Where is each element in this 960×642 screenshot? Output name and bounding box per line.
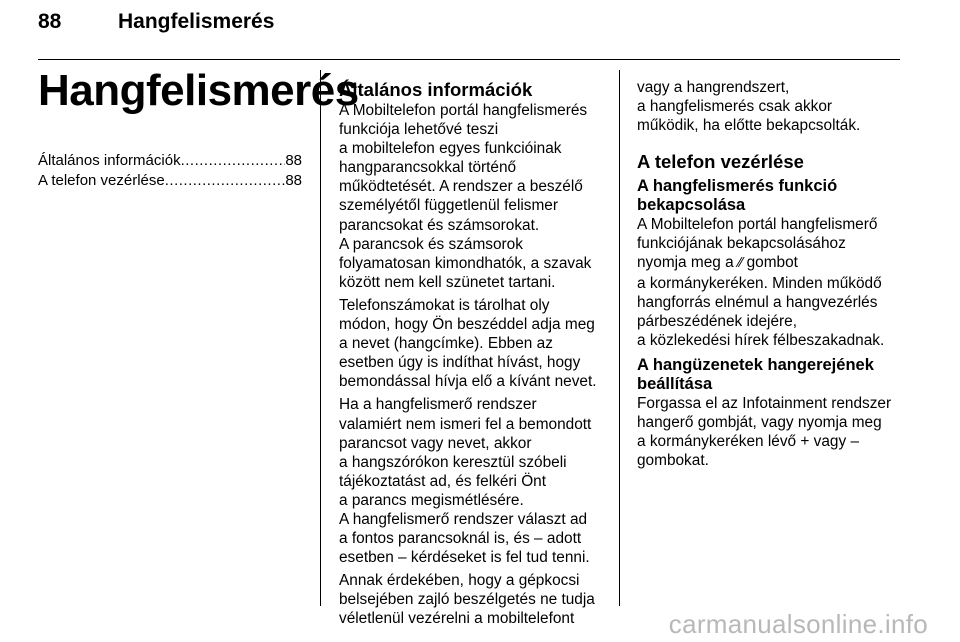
- middle-column: [339, 78, 615, 633]
- text-line: a kormánykeréken. Minden működő: [637, 274, 882, 292]
- running-title: Hangfelismerés: [118, 10, 275, 33]
- text-line: bemondással hívja elő a kívánt nevet.: [339, 373, 597, 391]
- text-line: a parancs megismétlésére.: [339, 491, 524, 509]
- text-line: A parancsok és számsorok: [339, 235, 523, 253]
- text-line: A Mobiltelefon portál hangfelismerő: [637, 216, 878, 234]
- column-divider-right: [619, 70, 620, 606]
- text-line: parancsokat és számsorokat.: [339, 216, 540, 234]
- toc-entry-page: 88: [285, 172, 302, 189]
- right-column: [637, 78, 927, 474]
- toc-entry-title: A telefon vezérlése: [38, 172, 165, 189]
- paragraph: [637, 215, 927, 350]
- subsection-heading: [637, 356, 927, 394]
- text-line: a hangszórókon keresztül szóbeli: [339, 453, 567, 471]
- text-line: gombot: [746, 254, 798, 272]
- text-line: esetben – kérdéseket is fel tud tenni.: [339, 549, 590, 567]
- text-line: véletlenül vezérelni a mobiltelefont: [339, 610, 575, 628]
- paragraph: [339, 101, 615, 292]
- toc-entry-title: Általános információk: [38, 152, 181, 169]
- toc-dot-leader: [181, 151, 286, 171]
- text-line: funkciója lehetővé teszi: [339, 121, 499, 139]
- voice-command-icon: ⁄⁄: [737, 256, 743, 272]
- text-line: parancsot vagy nevet, akkor: [339, 434, 532, 452]
- text-line: hangerő gombját, vagy nyomja meg: [637, 414, 882, 432]
- text-line: a közlekedési hírek félbeszakadnak.: [637, 331, 885, 349]
- text-line: Ha a hangfelismerő rendszer: [339, 396, 537, 414]
- text-line: a fontos parancsoknál is, és – adott: [339, 530, 582, 548]
- text-line: esetben úgy is indíthat hívást, hogy: [339, 354, 581, 372]
- toc-entry[interactable]: [38, 151, 302, 171]
- column-divider-left: [320, 70, 321, 606]
- toc-entry[interactable]: [38, 171, 302, 191]
- text-line: módon, hogy Ön beszéddel adja meg: [339, 316, 595, 334]
- paragraph: [339, 296, 615, 391]
- text-line: funkciójának bekapcsolásához: [637, 235, 846, 253]
- subsection-heading: [637, 177, 927, 215]
- text-line: valamiért nem ismeri fel a bemondott: [339, 415, 592, 433]
- text-line: működik, ha előtte bekapcsolták.: [637, 117, 861, 135]
- text-line: gombokat.: [637, 452, 709, 470]
- paragraph: [637, 394, 927, 470]
- text-line: folyamatosan kimondhatók, a szavak: [339, 254, 592, 272]
- header-rule: [38, 59, 900, 60]
- paragraph: [339, 395, 615, 567]
- section-heading: A telefon vezérlése: [637, 151, 804, 173]
- heading-line: A hangüzenetek hangerejének: [637, 355, 874, 374]
- text-line: működtetését. A rendszer a beszélő: [339, 178, 583, 196]
- toc-dot-leader: [165, 171, 286, 191]
- text-line: párbeszédének idejére,: [637, 312, 798, 330]
- chapter-title: Hangfelismerés: [38, 66, 359, 115]
- heading-line: beállítása: [637, 374, 713, 393]
- table-of-contents: [38, 151, 302, 191]
- page-number: 88: [38, 10, 62, 33]
- text-line: nyomja meg a: [637, 254, 734, 272]
- text-line: hangparancsokkal történő: [339, 159, 517, 177]
- heading-line: bekapcsolása: [637, 196, 746, 215]
- text-line: a nevet (hangcímke). Ebben az: [339, 335, 553, 353]
- text-line: belsejében zajló beszélgetés ne tudja: [339, 591, 595, 609]
- text-line: A Mobiltelefon portál hangfelismerés: [339, 102, 588, 119]
- text-line: Telefonszámokat is tárolhat oly: [339, 296, 550, 314]
- text-line: a mobiltelefon egyes funkcióinak: [339, 140, 562, 158]
- watermark: carmanualsonline.info: [668, 609, 928, 639]
- text-line: között nem kell szünetet tartani.: [339, 273, 556, 291]
- section-heading: Általános információk: [339, 79, 533, 100]
- text-line: hangforrás elnémul a hangvezérlés: [637, 293, 878, 311]
- toc-entry-page: 88: [285, 152, 302, 169]
- text-line: vagy a hangrendszert,: [637, 79, 790, 96]
- text-line: Annak érdekében, hogy a gépkocsi: [339, 572, 580, 590]
- text-line: Forgassa el az Infotainment rendszer: [637, 394, 892, 412]
- text-line: A hangfelismerő rendszer választ ad: [339, 510, 588, 528]
- text-line: a hangfelismerés csak akkor: [637, 98, 833, 116]
- heading-line: A hangfelismerés funkció: [637, 177, 838, 196]
- text-line: személyétől függetlenül felismer: [339, 197, 558, 215]
- paragraph: [637, 78, 927, 135]
- paragraph: [339, 571, 615, 628]
- text-line: a kormánykeréken lévő + vagy –: [637, 433, 859, 451]
- text-line: tájékoztatást ad, és felkéri Önt: [339, 472, 547, 490]
